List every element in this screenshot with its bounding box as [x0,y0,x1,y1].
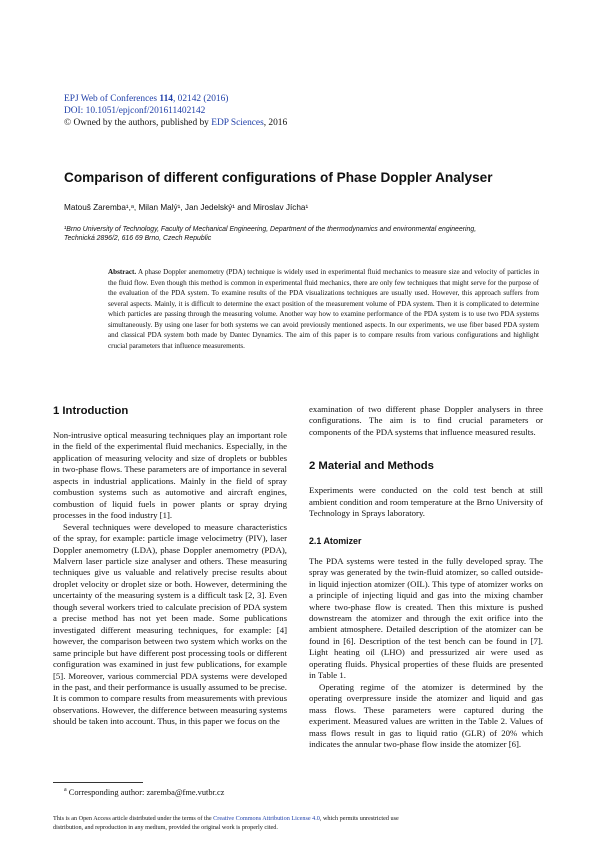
publisher-link[interactable]: EDP Sciences [211,118,264,128]
license-link[interactable]: Creative Commons Attribution License 4.0 [213,815,320,822]
license-suffix: , which permits unrestricted use [319,815,399,822]
atomizer-paragraph-2: Operating regime of the atomizer is determined by the operating overpressure inside the atomizer and liquid and gas mass flows. These parameters were captured during the experiment. Measured values are written in the Table 2. Values of mass flows result in gas to liquid ratio (GLR) of 20% which indicates the annular two-phase flow inside the atomizer [6]. [309,681,543,749]
footnote-text: Corresponding author: zaremba@fme.vutbr.cz [66,788,225,797]
journal-volume: 114 [159,94,173,104]
right-column [309,404,543,750]
affiliation-line-1: ¹Brno University of Technology, Faculty of Mechanical Engineering, Department of the thermodynamics and environmental engineering, [64,226,477,233]
intro-paragraph-2: Several techniques were developed to measure characteristics of the spray, for example: particle image velocimetry (PIV), laser Doppler anemometry (LDA), phase Doppler anemometry (PDA), Malvern laser particle size analyser and others. These measuring techniques give us valuable and relatively precise results about droplet velocity or droplet size or both. However, determining the uncertainty of the measuring system is a difficult task [2, 3]. Even though several workers tried to calculate precision of PDA system a precise method has not yet been made. Some publications investigated different measuring techniques, for example: [4] however, the comparison between two system which works on the same principle but have different post processing tools or different configuration was examined in just few publications, for example [5]. Moreover, various commercial PDA systems were developed in the past, and their performance is usually assumed to be precise. It is common to compare results from measurements with previous observations. However, the difference between measuring systems should be taken into account. Thus, in this paper we focus on the [53,521,288,727]
abstract [108,267,539,351]
doi-label: DOI: [64,106,86,116]
footnote [64,787,224,797]
author-list: Matouš Zaremba¹,ᵃ, Milan Malý¹, Jan Jedelský¹ and Miroslav Jícha¹ [64,203,309,212]
subsection-2-1-heading: 2.1 Atomizer [309,535,362,546]
license-line-2: distribution, and reproduction in any medium, provided the original work is properly cited. [53,824,278,831]
license-notice [53,814,542,832]
doi-link[interactable]: 10.1051/epjconf/201611402142 [85,106,206,116]
methods-paragraph-1: Experiments were conducted on the cold test bench at still ambient condition and room temperature at the Brno University of Technology in Sprays laboratory. [309,485,543,519]
doi-line [64,105,287,117]
journal-header [64,93,287,129]
journal-article: , 02142 (2016) [172,94,229,104]
affiliation [64,225,544,243]
abstract-label: Abstract. [108,268,137,276]
license-line-1 [53,814,542,823]
copyright-prefix: © Owned by the authors, published by [64,118,212,128]
paper-title: Comparison of different configurations of Phase Doppler Analyser [64,170,493,185]
left-column [53,404,287,728]
copyright-line [64,117,287,129]
section-2-heading: 2 Material and Methods [309,460,434,473]
section-1-heading: 1 Introduction [53,405,129,417]
intro-paragraph-1: Non-intrusive optical measuring techniques play an important role in the field of the experimental fluid mechanics. Especially, in the application of measuring velocity and size of droplets or bubbles in two-phase flows. These parameters are of importance in several aspects in industrial applications. Mainly in the field of spray combustion systems such as automotive and aircraft engines, combustion of liquid fuels in power plants or spray drying processes in the food industry [1]. [53,430,287,521]
affiliation-line-2: Technická 2896/2, 616 69 Brno, Czech Republic [64,235,212,242]
footnote-mark: a [64,787,67,793]
atomizer-paragraph-1: The PDA systems were tested in the fully developed spray. The spray was generated by the twin-fluid atomizer, so called outside-in liquid injection atomizer (OIL). This type of atomizer works on a principle of injecting liquid and gas into the mixing chamber where two-phase flow is created. Then this mixture is pushed downstream the atomizer and through the exit orifice into the ambient atmosphere. Detailed description of the atomizer can be found in [6]. Description of the test bench can be found in [7]. Light heating oil (LHO) and pressurized air were used as operating fluids. Physical properties of these fluids are presented in Table 1. [309,555,543,681]
copyright-suffix: , 2016 [263,118,288,128]
journal-citation [64,93,287,105]
footnote-rule [53,782,143,783]
journal-name[interactable]: EPJ Web of Conferences [64,94,158,104]
license-prefix: This is an Open Access article distributed under the terms of the [53,815,214,822]
abstract-text: A phase Doppler anemometry (PDA) technique is widely used in experimental fluid mechanics to measure size and velocity of particles in the fluid flow. Even though this method is common in experimental fluid mechanics, there are only few techniques that might serve for the purpose of the evaluation of the PDA system. To examine results of the PDA visualizations techniques are usually used. However, this approach suffers from several aspects. Mainly, it is difficult to determine the exact position of the measurement volume of PDA system. Then it is complicated to determine which particles are passing through the measuring volume. Another way how to examine performance of the PDA system is to use two PDA systems simultaneously. By using one laser for both systems we can avoid previously mentioned aspects. In our experiments, we use fiber based PDA system and classical PDA system both made by Dantec Dynamics. The aim of this paper is to compare results from various configurations and highlight crucial parameters that influence measurements. [108,268,539,350]
intro-paragraph-3: examination of two different phase Doppler analysers in three configurations. The aim is to find crucial parameters or components of the PDA systems that influence measured results. [309,404,543,437]
